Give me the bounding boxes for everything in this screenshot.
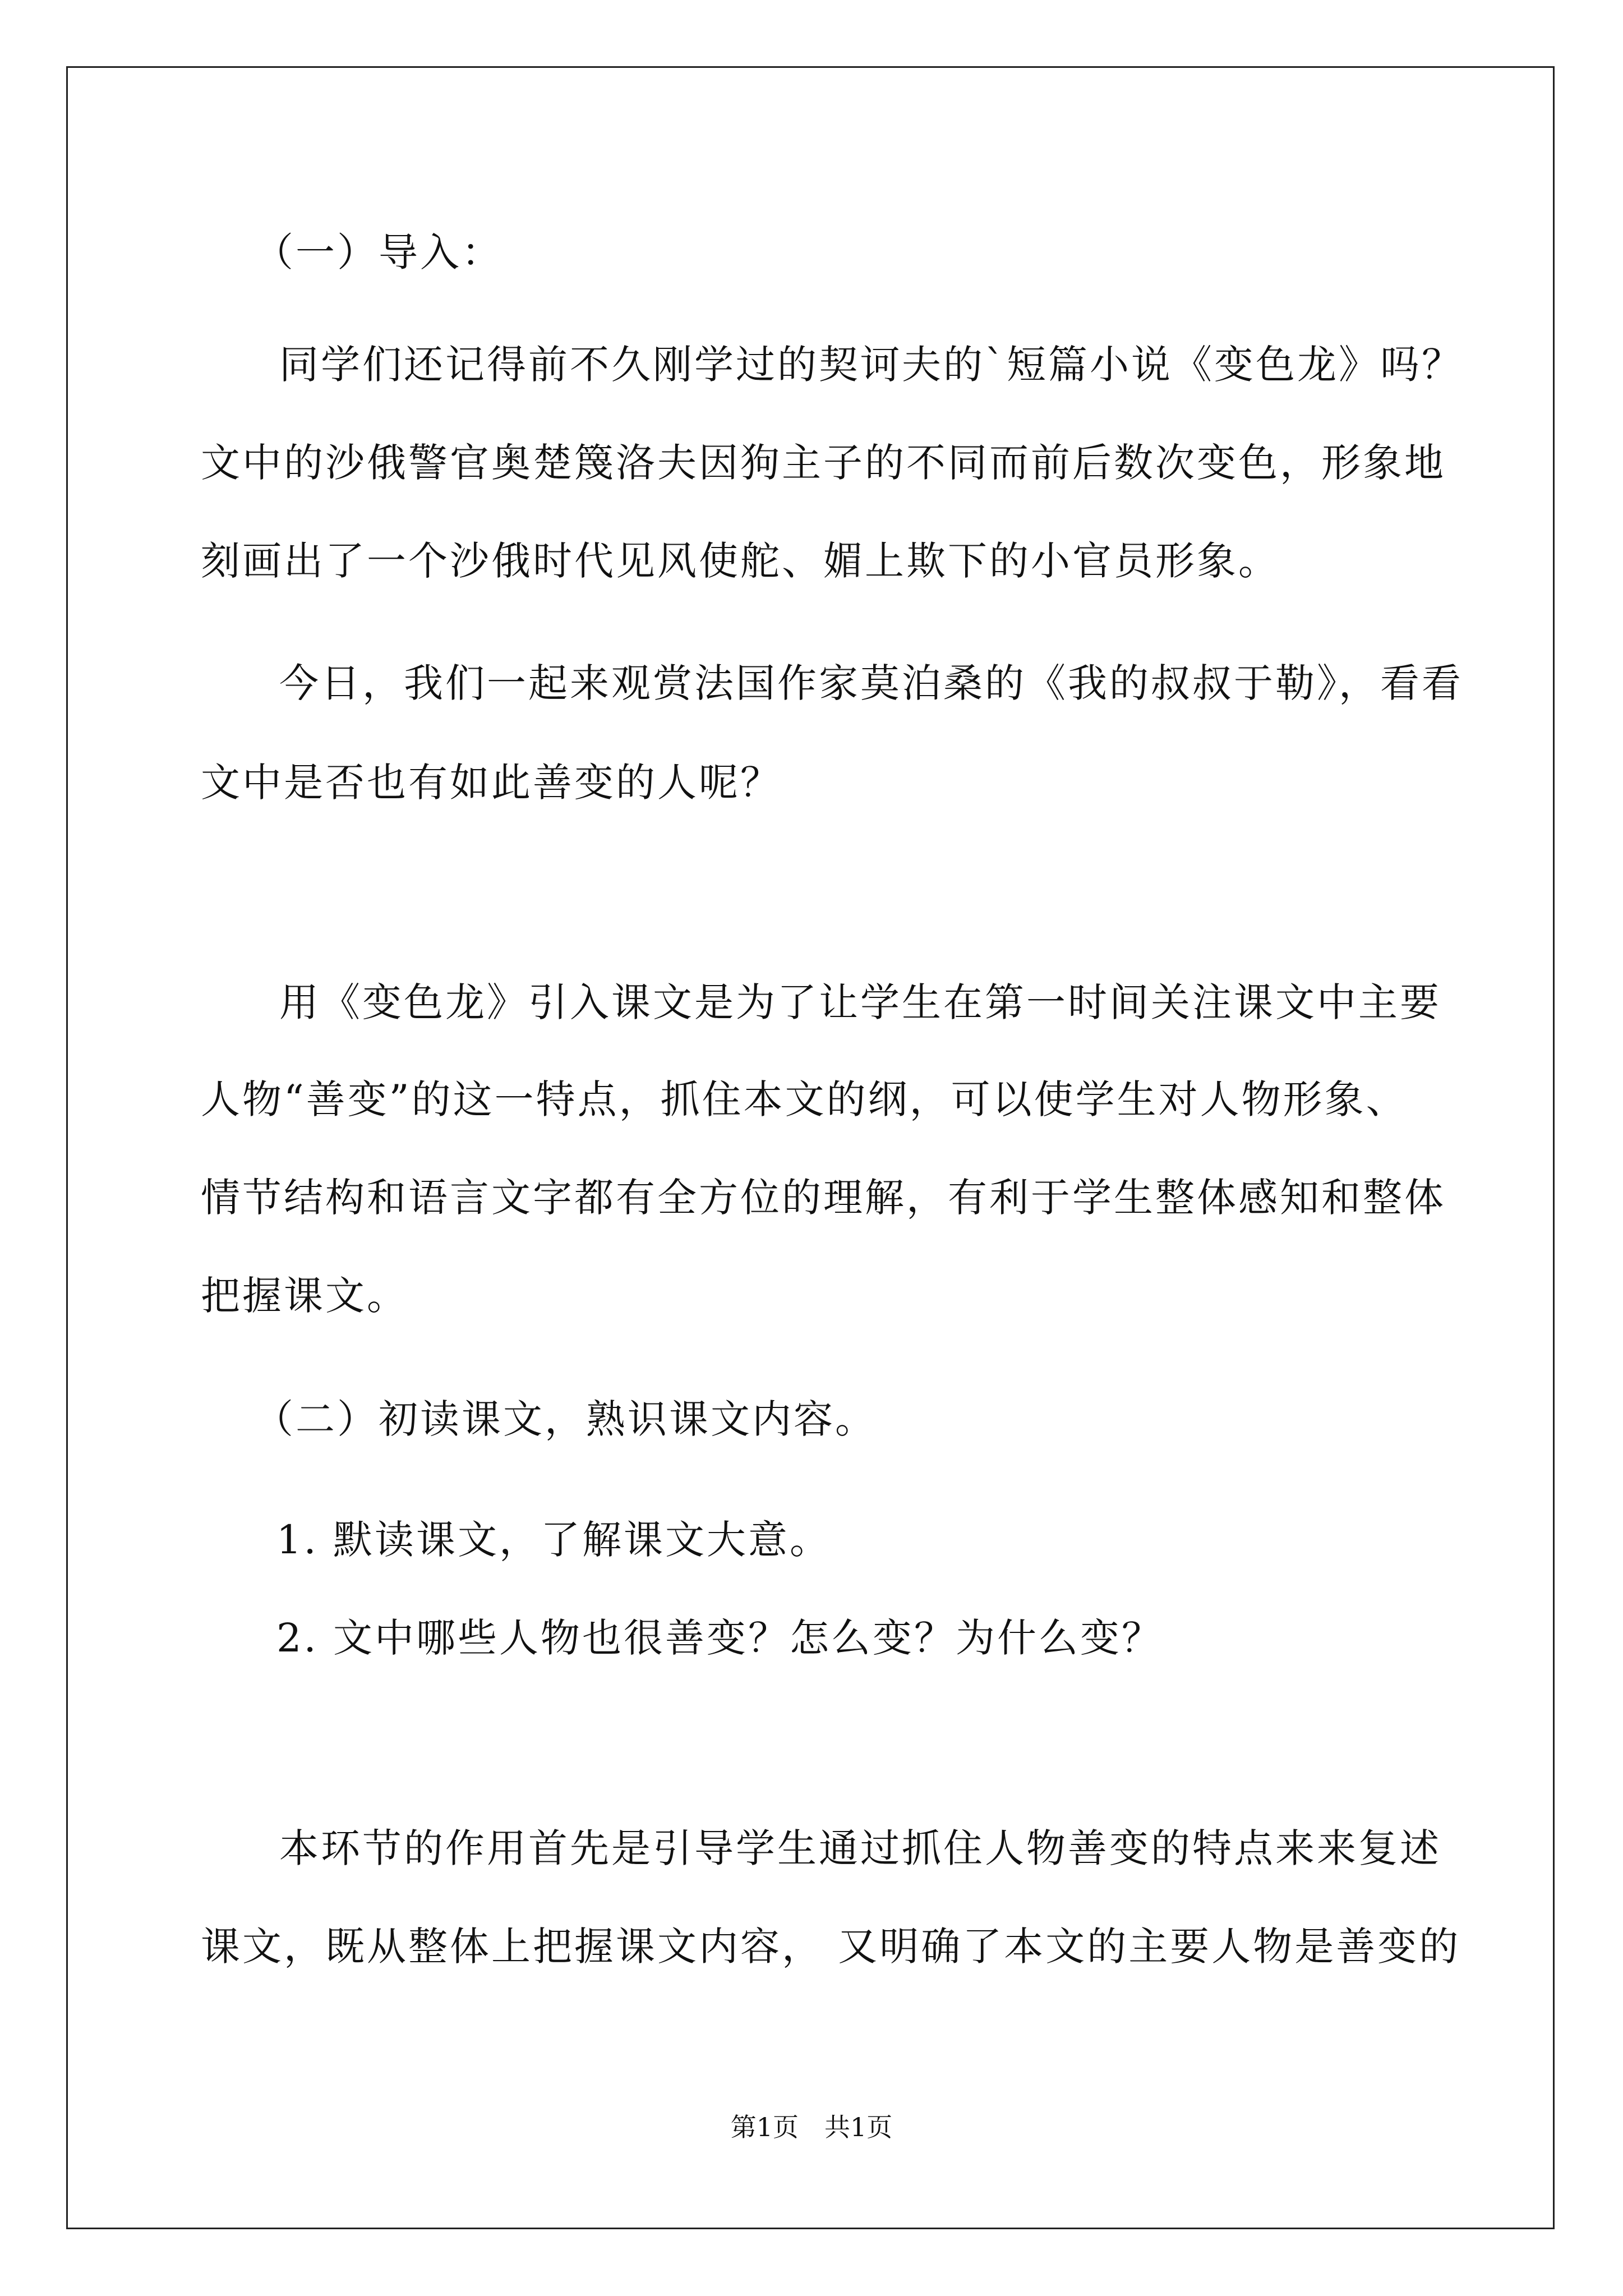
paragraph-line: 本环节的作用首先是引导学生通过抓住人物善变的特点来来复述 [279, 1825, 1441, 1871]
paragraph-line: 今日，我们一起来观赏法国作家莫泊桑的《我的叔叔于勒》，看看 [279, 660, 1463, 706]
paragraph-line: 把握课文。 [201, 1273, 408, 1319]
list-item: 1. 默读课文，了解课文大意。 [276, 1517, 832, 1563]
page-footer: 第1页 共1页 [730, 2112, 893, 2142]
paragraph-line: 同学们还记得前不久刚学过的契诃夫的`短篇小说《变色龙》吗？ [279, 342, 1463, 388]
paragraph-line: 课文，既从整体上把握课文内容， 又明确了本文的主要人物是善变的 [201, 1924, 1461, 1970]
paragraph-line: 情节结构和语言文字都有全方位的理解，有利于学生整体感知和整体 [201, 1175, 1446, 1221]
paragraph-line: 用《变色龙》引入课文是为了让学生在第一时间关注课文中主要 [279, 979, 1441, 1025]
list-item: 2. 文中哪些人物也很善变？怎么变？为什么变？ [276, 1615, 1164, 1661]
paragraph-line: 文中是否也有如此善变的人呢？ [201, 760, 782, 806]
section-heading-intro: （一）导入： [254, 229, 503, 275]
paragraph-line: 文中的沙俄警官奥楚篾洛夫因狗主子的不同而前后数次变色，形象地 [201, 440, 1446, 486]
section-heading-reading: （二）初读课文，熟识课文内容。 [254, 1396, 877, 1442]
paragraph-line: 人物“善变”的这一特点，抓住本文的纲，可以使学生对人物形象、 [201, 1076, 1408, 1122]
paragraph-line: 刻画出了一个沙俄时代见风使舵、媚上欺下的小官员形象。 [201, 538, 1280, 584]
